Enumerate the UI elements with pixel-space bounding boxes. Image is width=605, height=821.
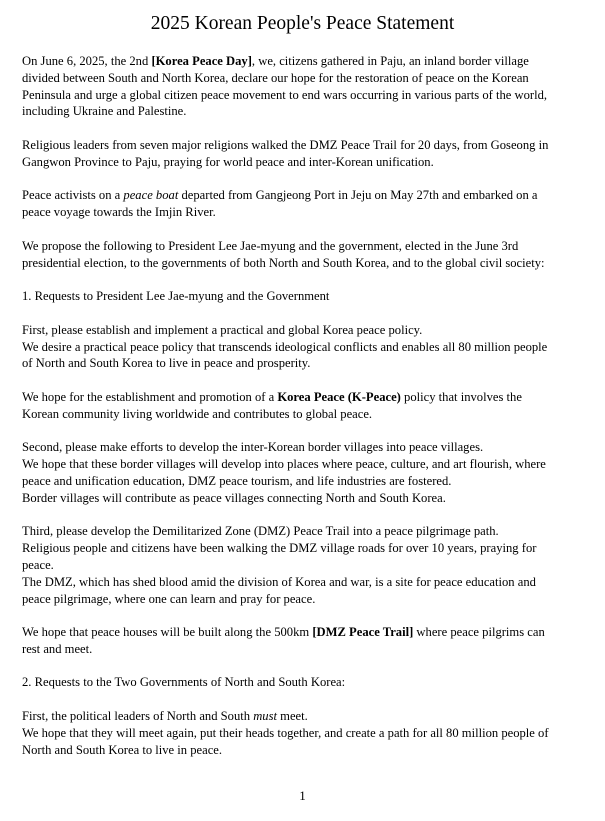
k-peace-emphasis: Korea Peace (K-Peace)	[277, 389, 401, 404]
section-heading-1: 1. Requests to President Lee Jae-myung and the Government	[22, 289, 330, 304]
peace-boat-emphasis: peace boat	[123, 188, 179, 203]
paragraph-korea-peace-day: On June 6, 2025, the 2nd [Korea Peace Day], we, citizens gathered in Paju, an inland border village divided between South and North Korea, declare our hope for the restoration of peace on the Korean Peninsula and urge a global citizen peace movement to end wars occurring in various parts of the world, including Ukraine and Palestine.	[22, 54, 548, 119]
paragraph-dmz-trail: Third, please develop the Demilitarized Zone (DMZ) Peace Trail into a peace pilgrimage path. Religious people and citizens have been walking the DMZ village roads for over 10 years, praying for peace. The DMZ, which has shed blood amid the division of Korea and war, is a site for peace education and peace pilgrimage, where one can learn and pray for peace.	[22, 524, 537, 606]
paragraph-border-villages: Second, please make efforts to develop the inter-Korean border villages into peace villages. We hope that these border villages will develop into places where peace, culture, and art flourish, where peace and unification education, DMZ peace tourism, and life industries are fostered. Border villages will contribute as peace villages connecting North and South Korea.	[22, 440, 546, 505]
page-number: 1	[299, 788, 306, 803]
paragraph-peace-boat: Peace activists on a peace boat departed from Gangjeong Port in Jeju on May 27th and embarked on a peace voyage towards the Imjin River.	[22, 188, 538, 220]
document-title: 2025 Korean People's Peace Statement	[150, 13, 455, 34]
korea-peace-day-emphasis: [Korea Peace Day]	[151, 54, 252, 68]
must-emphasis: must	[253, 709, 277, 724]
paragraph-proposal-intro: We propose the following to President Lee Jae-myung and the government, elected in the June 3rd presidential election, to the governments of both North and South Korea, and to the global civil society:	[22, 238, 545, 270]
paragraph-peace-policy: First, please establish and implement a practical and global Korea peace policy. We desire a practical peace policy that transcends ideological conflicts and enables all 80 million people of North and South Korea to live in peace and prosperity.	[22, 322, 548, 371]
paragraph-k-peace: We hope for the establishment and promotion of a Korea Peace (K-Peace) policy that involves the Korean community living worldwide and contributes to global peace.	[22, 389, 522, 421]
document-body	[22, 53, 592, 775]
dmz-peace-trail-emphasis: [DMZ Peace Trail]	[312, 625, 414, 640]
paragraph-leaders-meet: First, the political leaders of North and South must meet. We hope that they will meet again, put their heads together, and create a path for all 80 million people of North and South Korea to live in peace.	[22, 709, 549, 757]
paragraph-peace-houses: We hope that peace houses will be built along the 500km [DMZ Peace Trail] where peace pilgrims can rest and meet.	[22, 625, 545, 656]
paragraph-religious-leaders: Religious leaders from seven major religions walked the DMZ Peace Trail for 20 days, from Goseong in Gangwon Province to Paju, praying for world peace and inter-Korean unification.	[22, 137, 549, 169]
section-heading-2: 2. Requests to the Two Governments of North and South Korea:	[22, 675, 346, 690]
